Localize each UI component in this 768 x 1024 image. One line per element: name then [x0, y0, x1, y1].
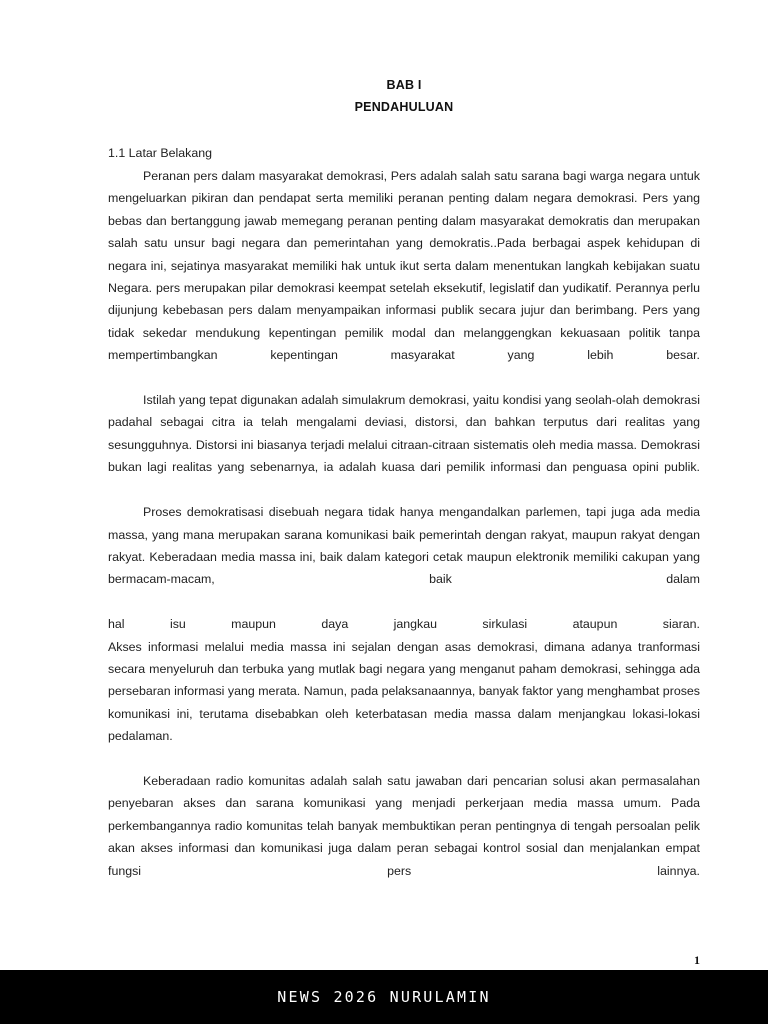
- footer-watermark-bar: [0, 970, 768, 1024]
- paragraph-4: Akses informasi melalui media massa ini sejalan dengan asas demokrasi, dimana adanya tranformasi secara menyeluruh dan terbuka yang mutlak bagi negara yang menganut paham demokrasi, sehingga ada persebaran informasi yang merata. Namun, pada pelaksanaannya, banyak faktor yang menghambat proses komunikasi ini, terutama disebabkan oleh keterbatasan media massa dalam menjangkau lokasi-lokasi pedalaman.: [108, 639, 700, 744]
- paragraph-3: Proses demokratisasi disebuah negara tidak hanya mengandalkan parlemen, tapi juga ada media massa, yang mana merupakan sarana komunikasi baik pemerintah dengan rakyat, maupun rakyat dengan rakyat. Keberadaan media massa ini, baik dalam kategori cetak maupun elektronik memiliki cakupan yang bermacam-macam, baik dalam: [108, 505, 700, 587]
- body-text-column: [108, 142, 700, 904]
- paragraph-2: Istilah yang tepat digunakan adalah simulakrum demokrasi, yaitu kondisi yang seolah-olah demokrasi padahal sebagai citra ia telah mengalami deviasi, distorsi, dan bahkan terputus dari realitas yang sesungguhnya. Distorsi ini biasanya terjadi melalui citraan-citraan sistematis oleh media massa. Demokrasi bukan lagi realitas yang sebenarnya, ia adalah kuasa dari pemilik informasi dan penguasa opini publik.: [108, 393, 700, 475]
- stretched-word: ataupun: [572, 617, 618, 632]
- stretched-word: hal: [108, 617, 125, 632]
- stretched-word: siaran.: [662, 617, 700, 632]
- stretched-justified-line: [108, 613, 700, 635]
- stretched-word: jangkau: [393, 617, 438, 632]
- chapter-heading-line-1: BAB I: [386, 78, 422, 92]
- chapter-heading-line-2: PENDAHULUAN: [354, 100, 454, 114]
- paragraph-1: Peranan pers dalam masyarakat demokrasi, Pers adalah salah satu sarana bagi warga negara untuk mengeluarkan pikiran dan pendapat serta memiliki peranan penting dalam negara demokrasi. Pers yang bebas dan bertanggung jawab memegang peranan penting dalam masyarakat demokratis dan merupakan salah satu unsur bagi negara dan pemerintahan yang demokratis..Pada berbagai aspek kehidupan di negara ini, sejatinya masyarakat memiliki hak untuk ikut serta dalam menentukan langkah kebijakan suatu Negara. pers merupakan pilar demokrasi keempat setelah eksekutif, legislatif dan yudikatif. Perannya perlu dijunjung kebebasan pers dalam menyampaikan informasi publik secara jujur dan berimbang. Pers yang tidak sekedar mendukung kepentingan pemilik modal dan melanggengkan kekuasaan politik tanpa mempertimbangkan kepentingan masyarakat yang lebih besar.: [108, 169, 700, 363]
- chapter-heading: [108, 74, 700, 118]
- paragraph-5: Keberadaan radio komunitas adalah salah satu jawaban dari pencarian solusi akan permasalahan penyebaran akses dan sarana komunikasi yang menjadi perkerjaan media massa umum. Pada perkembangannya radio komunitas telah banyak membuktikan peran pentingnya di tengah persoalan pelik akan akses informasi dan komunikasi juga dalam peran sebagai kontrol sosial dan menjalankan empat fungsi pers lainnya.: [108, 773, 700, 878]
- stretched-word: daya: [321, 617, 349, 632]
- section-heading: 1.1 Latar Belakang: [108, 146, 213, 160]
- page-number: 1: [694, 953, 700, 967]
- stretched-word: sirkulasi: [482, 617, 528, 632]
- footer-watermark-text: NEWS 2026 NURULAMIN: [277, 988, 491, 1006]
- stretched-word: maupun: [231, 617, 276, 632]
- stretched-word: isu: [169, 617, 186, 632]
